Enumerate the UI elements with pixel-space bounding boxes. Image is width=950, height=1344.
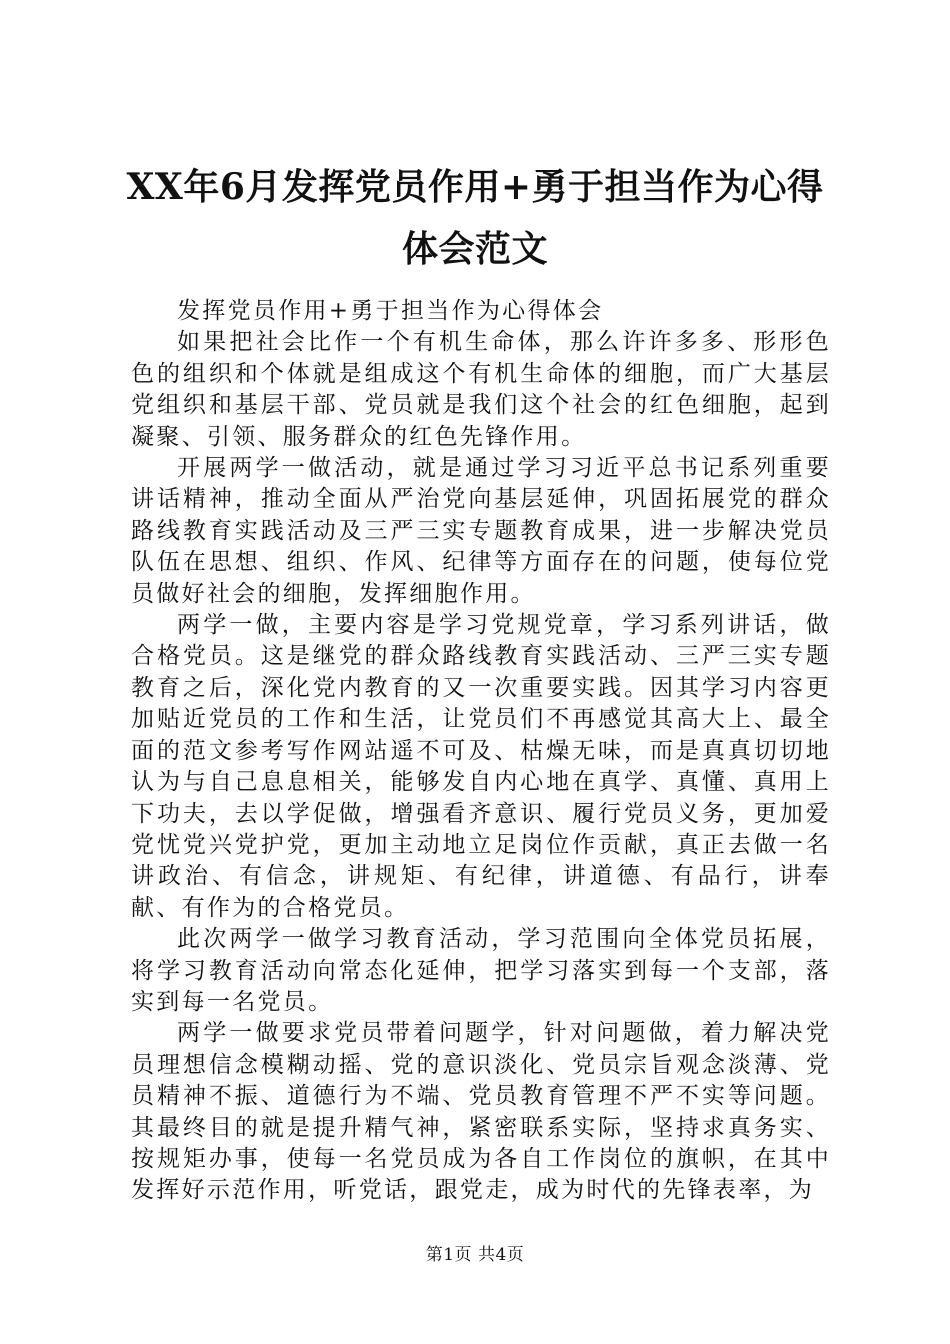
paragraph: 此次两学一做学习教育活动，学习范围向全体党员拓展，将学习教育活动向常态化延伸，把学习落实到每一个支部，落实到每一名党员。 <box>131 926 831 1015</box>
paragraph: 两学一做要求党员带着问题学，针对问题做，着力解决党员理想信念模糊动摇、党的意识淡化、党员宗旨观念淡薄、党员精神不振、道德行为不端、党员教育管理不严不实等问题。其最终目的就是提升精气神，紧密联系实际，坚持求真务实、按规矩办事，使每一名党员成为各自工作岗位的旗帜，在其中发挥好示范作用，听党话，跟党走，成为时代的先锋表率，为 <box>131 1020 831 1204</box>
paragraph-subtitle: 发挥党员作用+勇于担当作为心得体会 <box>177 298 604 324</box>
paragraph: 如果把社会比作一个有机生命体，那么许许多多、形形色色的组织和个体就是组成这个有机生命体的细胞，而广大基层党组织和基层干部、党员就是我们这个社会的红色细胞，起到凝聚、引领、服务群众的红色先锋作用。 <box>131 329 831 450</box>
paragraph: 两学一做，主要内容是学习党规党章，学习系列讲话，做合格党员。这是继党的群众路线教育实践活动、三严三实专题教育之后，深化党内教育的又一次重要实践。因其学习内容更加贴近党员的工作和生活，让党员们不再感觉其高大上、最全面的范文参考写作网站遥不可及、枯燥无味，而是真真切切地认为与自己息息相关，能够发自内心地在真学、真懂、真用上下功夫，去以学促做，增强看齐意识、履行党员义务，更加爱党忧党兴党护党，更加主动地立足岗位作贡献，真正去做一名讲政治、有信念，讲规矩、有纪律，讲道德、有品行，讲奉献、有作为的合格党员。 <box>131 612 831 921</box>
document-body <box>131 296 831 1207</box>
document-title: XX年6月发挥党员作用+勇于担当作为心得体会范文 <box>126 166 824 270</box>
page-footer: 第1页 共4页 <box>425 1245 525 1265</box>
paragraph: 开展两学一做活动，就是通过学习习近平总书记系列重要讲话精神，推动全面从严治党向基层延伸，巩固拓展党的群众路线教育实践活动及三严三实专题教育成果，进一步解决党员队伍在思想、组织、作风、纪律等方面存在的问题，使每位党员做好社会的细胞，发挥细胞作用。 <box>131 455 831 607</box>
